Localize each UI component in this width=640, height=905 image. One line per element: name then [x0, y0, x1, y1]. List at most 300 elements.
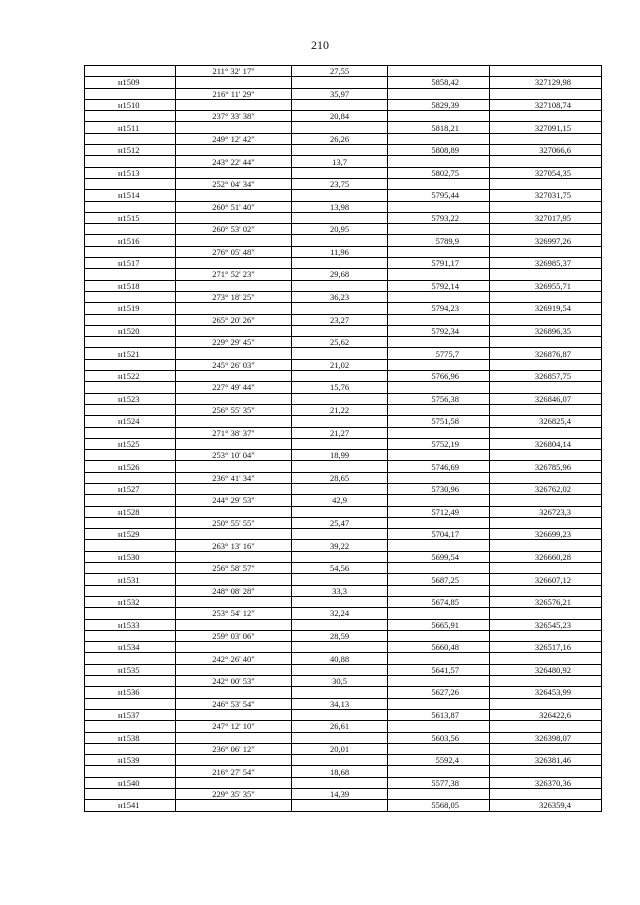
table-row-segment — [85, 111, 602, 122]
x-coordinate-cell — [388, 766, 490, 777]
table-row-segment — [85, 608, 602, 619]
direction-angle-cell — [176, 777, 292, 788]
table-row-point — [85, 687, 602, 698]
segment-length-cell — [292, 258, 388, 269]
x-coordinate-cell — [388, 314, 490, 325]
point-name-cell: н1537 — [85, 709, 176, 720]
segment-length-cell: 33,3 — [292, 585, 388, 596]
x-coordinate-cell: 5808,89 — [388, 145, 490, 156]
direction-angle-cell: 250° 55' 55" — [176, 517, 292, 528]
direction-angle-cell — [176, 416, 292, 427]
direction-angle-cell — [176, 371, 292, 382]
segment-length-cell — [292, 506, 388, 517]
segment-length-cell: 35,97 — [292, 88, 388, 99]
x-coordinate-cell: 5752,19 — [388, 438, 490, 449]
y-coordinate-cell: 327091,15 — [490, 122, 602, 133]
point-name-cell: н1540 — [85, 777, 176, 788]
table-row-point — [85, 122, 602, 133]
table-row-segment — [85, 743, 602, 754]
direction-angle-cell: 248° 08' 28" — [176, 585, 292, 596]
direction-angle-cell — [176, 642, 292, 653]
direction-angle-cell — [176, 529, 292, 540]
x-coordinate-cell — [388, 585, 490, 596]
point-name-cell: н1518 — [85, 280, 176, 291]
point-name-cell: н1509 — [85, 77, 176, 88]
point-name-cell: н1529 — [85, 529, 176, 540]
x-coordinate-cell — [388, 291, 490, 302]
table-row-segment — [85, 359, 602, 370]
segment-length-cell — [292, 687, 388, 698]
direction-angle-cell — [176, 619, 292, 630]
direction-angle-cell: 273° 18' 25" — [176, 291, 292, 302]
point-name-cell — [85, 427, 176, 438]
segment-length-cell: 21,27 — [292, 427, 388, 438]
segment-length-cell: 54,56 — [292, 563, 388, 574]
direction-angle-cell: 265° 20' 26" — [176, 314, 292, 325]
x-coordinate-cell — [388, 789, 490, 800]
table-row-segment — [85, 88, 602, 99]
table-row-segment — [85, 382, 602, 393]
segment-length-cell — [292, 596, 388, 607]
table-row-point — [85, 212, 602, 223]
direction-angle-cell: 236° 41' 34" — [176, 472, 292, 483]
segment-length-cell — [292, 371, 388, 382]
table-row-segment — [85, 721, 602, 732]
table-row-point — [85, 280, 602, 291]
point-name-cell — [85, 450, 176, 461]
y-coordinate-cell: 326517,16 — [490, 642, 602, 653]
x-coordinate-cell — [388, 156, 490, 167]
segment-length-cell: 20,84 — [292, 111, 388, 122]
segment-length-cell: 32,24 — [292, 608, 388, 619]
segment-length-cell — [292, 438, 388, 449]
table-row-point — [85, 145, 602, 156]
direction-angle-cell: 245° 26' 03" — [176, 359, 292, 370]
segment-length-cell: 14,39 — [292, 789, 388, 800]
direction-angle-cell — [176, 755, 292, 766]
direction-angle-cell: 242° 26' 40" — [176, 653, 292, 664]
y-coordinate-cell — [490, 156, 602, 167]
direction-angle-cell: 249° 12' 42" — [176, 133, 292, 144]
y-coordinate-cell — [490, 766, 602, 777]
x-coordinate-cell: 5791,17 — [388, 258, 490, 269]
x-coordinate-cell: 5858,42 — [388, 77, 490, 88]
table-row-segment — [85, 585, 602, 596]
point-name-cell — [85, 291, 176, 302]
segment-length-cell — [292, 755, 388, 766]
x-coordinate-cell: 5592,4 — [388, 755, 490, 766]
segment-length-cell: 25,62 — [292, 337, 388, 348]
y-coordinate-cell — [490, 630, 602, 641]
y-coordinate-cell: 326453,99 — [490, 687, 602, 698]
segment-length-cell — [292, 709, 388, 720]
table-row-segment — [85, 156, 602, 167]
table-row-segment — [85, 246, 602, 257]
direction-angle-cell — [176, 687, 292, 698]
segment-length-cell: 28,59 — [292, 630, 388, 641]
direction-angle-cell: 237° 33' 38" — [176, 111, 292, 122]
table-row-segment — [85, 427, 602, 438]
point-name-cell: н1524 — [85, 416, 176, 427]
point-name-cell: н1533 — [85, 619, 176, 630]
y-coordinate-cell — [490, 382, 602, 393]
segment-length-cell: 15,76 — [292, 382, 388, 393]
y-coordinate-cell — [490, 201, 602, 212]
y-coordinate-cell — [490, 269, 602, 280]
direction-angle-cell — [176, 212, 292, 223]
x-coordinate-cell: 5699,54 — [388, 551, 490, 562]
x-coordinate-cell — [388, 495, 490, 506]
x-coordinate-cell: 5802,75 — [388, 167, 490, 178]
direction-angle-cell: 252° 04' 34" — [176, 178, 292, 189]
point-name-cell — [85, 721, 176, 732]
direction-angle-cell — [176, 709, 292, 720]
y-coordinate-cell — [490, 517, 602, 528]
point-name-cell: н1532 — [85, 596, 176, 607]
direction-angle-cell: 259° 03' 06" — [176, 630, 292, 641]
segment-length-cell — [292, 574, 388, 585]
segment-length-cell — [292, 325, 388, 336]
point-name-cell: н1538 — [85, 732, 176, 743]
point-name-cell: н1522 — [85, 371, 176, 382]
table-row-segment — [85, 178, 602, 189]
table-row-point — [85, 461, 602, 472]
y-coordinate-cell: 326480,92 — [490, 664, 602, 675]
direction-angle-cell — [176, 303, 292, 314]
table-row-point — [85, 371, 602, 382]
segment-length-cell: 29,68 — [292, 269, 388, 280]
y-coordinate-cell — [490, 585, 602, 596]
point-name-cell: н1526 — [85, 461, 176, 472]
point-name-cell — [85, 359, 176, 370]
segment-length-cell — [292, 664, 388, 675]
y-coordinate-cell: 326857,75 — [490, 371, 602, 382]
direction-angle-cell — [176, 664, 292, 675]
direction-angle-cell — [176, 348, 292, 359]
point-name-cell: н1520 — [85, 325, 176, 336]
x-coordinate-cell — [388, 427, 490, 438]
point-name-cell: н1512 — [85, 145, 176, 156]
segment-length-cell — [292, 619, 388, 630]
x-coordinate-cell: 5818,21 — [388, 122, 490, 133]
table-row-point — [85, 664, 602, 675]
x-coordinate-cell — [388, 540, 490, 551]
y-coordinate-cell — [490, 111, 602, 122]
direction-angle-cell: 216° 27' 54" — [176, 766, 292, 777]
direction-angle-cell — [176, 77, 292, 88]
y-coordinate-cell — [490, 472, 602, 483]
direction-angle-cell — [176, 280, 292, 291]
x-coordinate-cell — [388, 269, 490, 280]
direction-angle-cell — [176, 235, 292, 246]
x-coordinate-cell — [388, 382, 490, 393]
point-name-cell: н1523 — [85, 393, 176, 404]
segment-length-cell: 39,22 — [292, 540, 388, 551]
point-name-cell — [85, 698, 176, 709]
coordinates-table — [84, 65, 602, 812]
point-name-cell — [85, 766, 176, 777]
y-coordinate-cell — [490, 450, 602, 461]
table-row-point — [85, 190, 602, 201]
segment-length-cell: 13,98 — [292, 201, 388, 212]
point-name-cell — [85, 563, 176, 574]
direction-angle-cell — [176, 596, 292, 607]
direction-angle-cell: 229° 29' 45" — [176, 337, 292, 348]
table-row-point — [85, 642, 602, 653]
x-coordinate-cell: 5627,26 — [388, 687, 490, 698]
point-name-cell — [85, 472, 176, 483]
y-coordinate-cell: 326762,02 — [490, 483, 602, 494]
table-row-segment — [85, 563, 602, 574]
x-coordinate-cell: 5756,38 — [388, 393, 490, 404]
coordinates-table-body — [85, 66, 602, 812]
y-coordinate-cell — [490, 314, 602, 325]
x-coordinate-cell — [388, 337, 490, 348]
x-coordinate-cell: 5746,69 — [388, 461, 490, 472]
direction-angle-cell: 229° 35' 35" — [176, 789, 292, 800]
direction-angle-cell: 211° 32' 17" — [176, 66, 292, 77]
segment-length-cell: 11,96 — [292, 246, 388, 257]
segment-length-cell — [292, 303, 388, 314]
direction-angle-cell — [176, 145, 292, 156]
x-coordinate-cell: 5687,25 — [388, 574, 490, 585]
segment-length-cell — [292, 416, 388, 427]
y-coordinate-cell: 327129,98 — [490, 77, 602, 88]
table-row-point — [85, 303, 602, 314]
page-number: 210 — [311, 38, 329, 52]
direction-angle-cell: 216° 11' 29" — [176, 88, 292, 99]
x-coordinate-cell: 5568,05 — [388, 800, 490, 811]
segment-length-cell: 40,88 — [292, 653, 388, 664]
x-coordinate-cell — [388, 359, 490, 370]
y-coordinate-cell: 326422,6 — [490, 709, 602, 720]
x-coordinate-cell — [388, 743, 490, 754]
point-name-cell: н1514 — [85, 190, 176, 201]
point-name-cell — [85, 133, 176, 144]
point-name-cell — [85, 178, 176, 189]
direction-angle-cell: 260° 53' 02" — [176, 224, 292, 235]
table-row-segment — [85, 291, 602, 302]
y-coordinate-cell — [490, 676, 602, 687]
point-name-cell — [85, 630, 176, 641]
segment-length-cell: 21,22 — [292, 404, 388, 415]
table-row-segment — [85, 201, 602, 212]
segment-length-cell: 20,01 — [292, 743, 388, 754]
point-name-cell: н1519 — [85, 303, 176, 314]
direction-angle-cell: 271° 38' 37" — [176, 427, 292, 438]
x-coordinate-cell: 5792,34 — [388, 325, 490, 336]
y-coordinate-cell — [490, 743, 602, 754]
point-name-cell: н1516 — [85, 235, 176, 246]
segment-length-cell — [292, 393, 388, 404]
segment-length-cell — [292, 348, 388, 359]
x-coordinate-cell: 5665,91 — [388, 619, 490, 630]
point-name-cell — [85, 404, 176, 415]
x-coordinate-cell — [388, 517, 490, 528]
segment-length-cell: 30,5 — [292, 676, 388, 687]
y-coordinate-cell — [490, 653, 602, 664]
y-coordinate-cell: 327108,74 — [490, 99, 602, 110]
y-coordinate-cell — [490, 495, 602, 506]
segment-length-cell: 27,55 — [292, 66, 388, 77]
segment-length-cell — [292, 212, 388, 223]
y-coordinate-cell: 326846,07 — [490, 393, 602, 404]
segment-length-cell: 34,13 — [292, 698, 388, 709]
y-coordinate-cell: 326896,35 — [490, 325, 602, 336]
point-name-cell — [85, 540, 176, 551]
x-coordinate-cell: 5704,17 — [388, 529, 490, 540]
table-row-segment — [85, 450, 602, 461]
point-name-cell — [85, 743, 176, 754]
direction-angle-cell: 243° 22' 44" — [176, 156, 292, 167]
direction-angle-cell — [176, 325, 292, 336]
segment-length-cell — [292, 483, 388, 494]
x-coordinate-cell: 5789,9 — [388, 235, 490, 246]
segment-length-cell — [292, 280, 388, 291]
point-name-cell — [85, 66, 176, 77]
point-name-cell: н1513 — [85, 167, 176, 178]
table-row-point — [85, 325, 602, 336]
point-name-cell: н1531 — [85, 574, 176, 585]
x-coordinate-cell — [388, 472, 490, 483]
segment-length-cell: 36,23 — [292, 291, 388, 302]
point-name-cell — [85, 789, 176, 800]
y-coordinate-cell — [490, 608, 602, 619]
y-coordinate-cell — [490, 246, 602, 257]
point-name-cell — [85, 156, 176, 167]
y-coordinate-cell — [490, 698, 602, 709]
point-name-cell — [85, 224, 176, 235]
point-name-cell: н1528 — [85, 506, 176, 517]
table-row-segment — [85, 337, 602, 348]
table-row-segment — [85, 789, 602, 800]
y-coordinate-cell: 326785,96 — [490, 461, 602, 472]
x-coordinate-cell — [388, 721, 490, 732]
table-row-segment — [85, 269, 602, 280]
y-coordinate-cell: 327031,75 — [490, 190, 602, 201]
point-name-cell — [85, 585, 176, 596]
y-coordinate-cell — [490, 404, 602, 415]
direction-angle-cell: 271° 52' 23" — [176, 269, 292, 280]
y-coordinate-cell: 326576,21 — [490, 596, 602, 607]
y-coordinate-cell: 326660,28 — [490, 551, 602, 562]
table-row-point — [85, 235, 602, 246]
segment-length-cell — [292, 122, 388, 133]
x-coordinate-cell: 5712,49 — [388, 506, 490, 517]
y-coordinate-cell — [490, 178, 602, 189]
direction-angle-cell — [176, 393, 292, 404]
x-coordinate-cell: 5792,14 — [388, 280, 490, 291]
y-coordinate-cell: 326876,87 — [490, 348, 602, 359]
table-row-point — [85, 596, 602, 607]
table-row-point — [85, 732, 602, 743]
direction-angle-cell — [176, 258, 292, 269]
segment-length-cell: 18,99 — [292, 450, 388, 461]
table-row-segment — [85, 766, 602, 777]
point-name-cell — [85, 382, 176, 393]
x-coordinate-cell — [388, 630, 490, 641]
table-row-point — [85, 393, 602, 404]
table-row-segment — [85, 676, 602, 687]
table-row-segment — [85, 404, 602, 415]
direction-angle-cell — [176, 483, 292, 494]
table-row-segment — [85, 133, 602, 144]
point-name-cell: н1541 — [85, 800, 176, 811]
point-name-cell: н1534 — [85, 642, 176, 653]
segment-length-cell — [292, 777, 388, 788]
table-row-segment — [85, 630, 602, 641]
y-coordinate-cell — [490, 224, 602, 235]
x-coordinate-cell: 5829,39 — [388, 99, 490, 110]
direction-angle-cell: 276° 05' 48" — [176, 246, 292, 257]
segment-length-cell — [292, 529, 388, 540]
x-coordinate-cell: 5795,44 — [388, 190, 490, 201]
table-row-point — [85, 506, 602, 517]
direction-angle-cell — [176, 190, 292, 201]
direction-angle-cell — [176, 800, 292, 811]
y-coordinate-cell: 326955,71 — [490, 280, 602, 291]
y-coordinate-cell: 327054,35 — [490, 167, 602, 178]
direction-angle-cell: 260° 51' 40" — [176, 201, 292, 212]
point-name-cell — [85, 495, 176, 506]
table-row-point — [85, 258, 602, 269]
direction-angle-cell: 256° 58' 57" — [176, 563, 292, 574]
segment-length-cell: 25,47 — [292, 517, 388, 528]
direction-angle-cell: 253° 10' 04" — [176, 450, 292, 461]
direction-angle-cell — [176, 438, 292, 449]
point-name-cell — [85, 111, 176, 122]
x-coordinate-cell — [388, 88, 490, 99]
x-coordinate-cell: 5766,96 — [388, 371, 490, 382]
direction-angle-cell — [176, 574, 292, 585]
y-coordinate-cell — [490, 427, 602, 438]
segment-length-cell — [292, 642, 388, 653]
table-row-segment — [85, 314, 602, 325]
segment-length-cell: 23,75 — [292, 178, 388, 189]
y-coordinate-cell: 326985,37 — [490, 258, 602, 269]
table-row-segment — [85, 698, 602, 709]
x-coordinate-cell — [388, 246, 490, 257]
table-row-point — [85, 167, 602, 178]
table-row-segment — [85, 224, 602, 235]
x-coordinate-cell — [388, 404, 490, 415]
y-coordinate-cell — [490, 88, 602, 99]
x-coordinate-cell: 5674,85 — [388, 596, 490, 607]
point-name-cell: н1527 — [85, 483, 176, 494]
table-row-segment — [85, 495, 602, 506]
x-coordinate-cell: 5793,22 — [388, 212, 490, 223]
segment-length-cell — [292, 77, 388, 88]
y-coordinate-cell: 326699,23 — [490, 529, 602, 540]
table-row-point — [85, 619, 602, 630]
segment-length-cell — [292, 461, 388, 472]
x-coordinate-cell — [388, 676, 490, 687]
segment-length-cell: 26,61 — [292, 721, 388, 732]
direction-angle-cell — [176, 122, 292, 133]
y-coordinate-cell: 327066,6 — [490, 145, 602, 156]
x-coordinate-cell — [388, 608, 490, 619]
point-name-cell — [85, 88, 176, 99]
point-name-cell: н1511 — [85, 122, 176, 133]
table-row-point — [85, 483, 602, 494]
x-coordinate-cell: 5660,48 — [388, 642, 490, 653]
point-name-cell: н1515 — [85, 212, 176, 223]
y-coordinate-cell: 327017,95 — [490, 212, 602, 223]
segment-length-cell — [292, 551, 388, 562]
x-coordinate-cell: 5603,56 — [388, 732, 490, 743]
point-name-cell — [85, 201, 176, 212]
y-coordinate-cell — [490, 66, 602, 77]
